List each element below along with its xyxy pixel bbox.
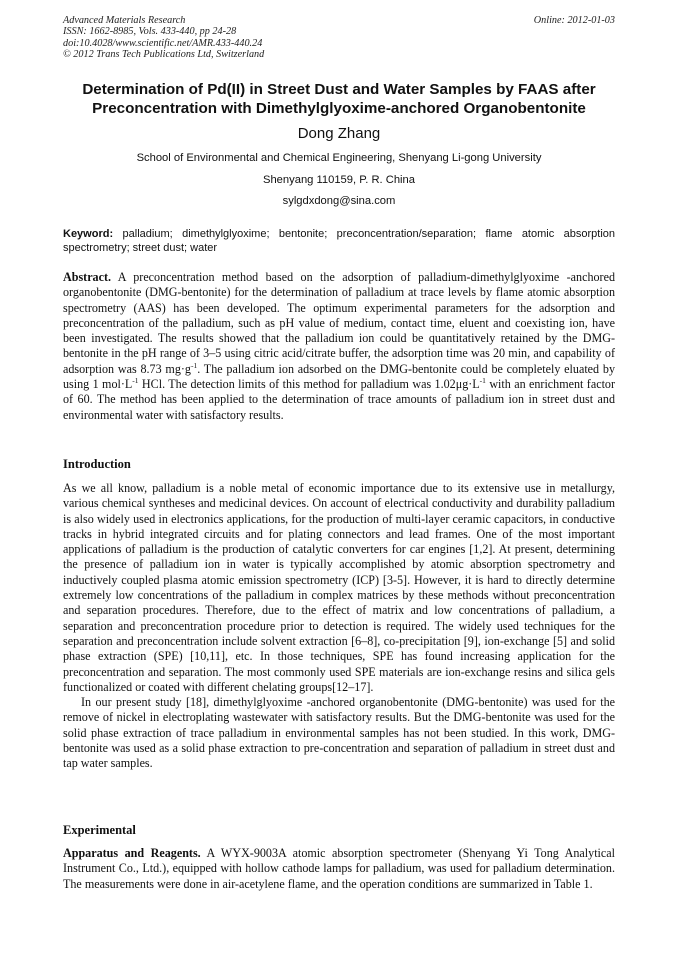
introduction-heading: Introduction <box>63 457 131 471</box>
author-email: sylgdxdong@sina.com <box>282 195 396 207</box>
title-line-2: Preconcentration with Dimethylglyoxime-anchored Organobentonite <box>92 99 586 117</box>
abstract-sup-2: -1 <box>132 376 139 386</box>
affiliation-line-2: Shenyang 110159, P. R. China <box>263 174 415 186</box>
introduction-paragraph-2: In our present study [18], dimethylglyoxime -anchored organobentonite (DMG-bentonite) was used for the remove of nickel in electroplating wastewater with satisfactory results. But the DMG-bentonite was used for the solid phase extraction of trace palladium in environmental samples has not been studied. In this work, DMG-bentonite was used as a solid phase extraction to pre-concentration and separation of palladium in street dust and tap water samples. <box>63 695 615 771</box>
keywords-label: Keyword: <box>63 228 114 240</box>
affiliation-line-1: School of Environmental and Chemical Engineering, Shenyang Li-gong University <box>136 152 542 164</box>
experimental-heading: Experimental <box>63 823 136 837</box>
doi: doi:10.4028/www.scientific.net/AMR.433-440.24 <box>63 37 263 49</box>
abstract-label: Abstract. <box>63 270 112 284</box>
introduction-body <box>63 481 615 772</box>
abstract-text-1: A preconcentration method based on the adsorption of palladium-dimethylglyoxime -anchored organobentonite (DMG-bentonite) for the determination of palladium at trace levels by flame atomic absorption spectrometry (AAS) has been developed. The optimum experimental parameters for the adsorption and preconcentration of the palladium, such as pH value of medium, contact time, eluent and coexisting ion, have been investigated. The results showed that the palladium ion could be quantitatively retained by the DMG-bentonite in the pH range of 3–5 using citric acid/citrate buffer, the adsorption time was 20 min, and capability of adsorption was 8.73 mg·g <box>63 270 615 376</box>
apparatus-paragraph <box>63 846 615 892</box>
abstract-text-4: with an enrichment factor of 60. The method has been applied to the determination of trace amounts of palladium ion in street dust and environmental water with satisfactory results. <box>63 377 615 422</box>
journal-name: Advanced Materials Research <box>63 15 186 26</box>
abstract-sup-1: -1 <box>190 360 198 370</box>
journal-info <box>63 15 463 61</box>
apparatus-text: A WYX-9003A atomic absorption spectrometer (Shenyang Yi Tong Analytical Instrument Co., Ltd.), equipped with hollow cathode lamps for palladium, was used for palladium determination. The measurements were done in air-acetylene flame, and the operation conditions are summarized in Table 1. <box>63 846 616 891</box>
keywords <box>63 227 615 255</box>
abstract-text-3: HCl. The detection limits of this method for palladium was 1.02μg·L <box>138 377 480 392</box>
introduction-paragraph-1: As we all know, palladium is a noble metal of economic importance due to its extensive use in metallurgy, various chemical syntheses and medicinal devices. On account of electrical conductivity and durability palladium is also widely used in electronics applications, for the production of multi-layer ceramic capacitors, in conductive tracks in hybrid integrated circuits and for plating connectors and lead frames. One of the most important applications of palladium is the production of catalytic converters for car engines [1,2]. At present, determining the presence of palladium ion in water is typically accomplished by atomic absorption spectrometry and inductively coupled plasma atomic emission spectrometry (ICP) [3-5]. However, it is hard to directly determine extremely low concentrations of the palladium in complex matrices by these methods without preconcentration and separation procedures. Therefore, due to the effect of matrix and low concentrations of palladium, a separation and preconcentration procedure prior to detection is required. The widely used techniques for the separation and preconcentration include solvent extraction [6–8], co-precipitation [9], ion-exchange [5] and solid phase extraction (SPE) [10,11], etc. In those techniques, SPE has found increasing application for the preconcentration and separation. The most commonly used SPE materials are ion-exchange resins and silica gels functionalized or coated with different chelating groups[12–17]. <box>63 481 615 694</box>
abstract <box>63 270 615 423</box>
keywords-text: palladium; dimethylglyoxime; bentonite; preconcentration/separation; flame atomic absorption spectrometry; street dust; water <box>63 228 615 254</box>
copyright: © 2012 Trans Tech Publications Ltd, Switzerland <box>63 49 265 61</box>
title-line-1: Determination of Pd(II) in Street Dust and Water Samples by FAAS after <box>82 81 596 98</box>
abstract-sup-3: -1 <box>479 376 486 386</box>
online-date: Online: 2012-01-03 <box>533 15 615 26</box>
issn: ISSN: 1662-8985, Vols. 433-440, pp 24-28 <box>63 26 237 38</box>
abstract-text-2: . The palladium ion adsorbed on the DMG-bentonite could be completely eluated by using 1 mol·L <box>63 361 615 392</box>
author-name: Dong Zhang <box>297 125 381 142</box>
paper-title <box>48 81 630 118</box>
apparatus-label: Apparatus and Reagents. <box>63 846 201 860</box>
